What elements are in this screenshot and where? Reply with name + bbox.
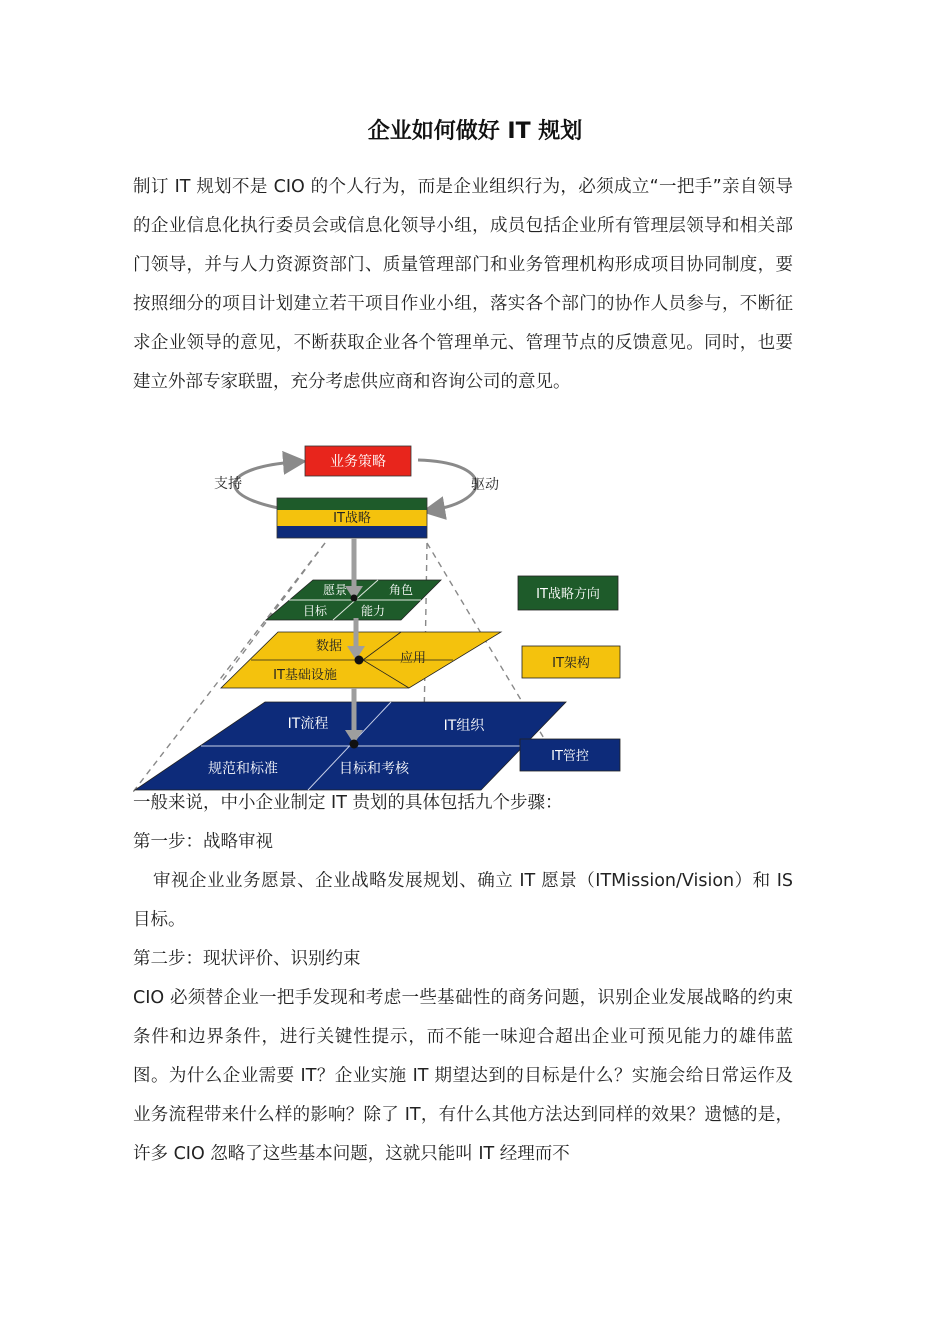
it-process-label: IT流程 (287, 716, 329, 732)
vision-label: 愿景 (322, 583, 348, 597)
capability-label: 能力 (360, 604, 386, 618)
step1-title: 第一步：战略审视 (133, 832, 273, 852)
it-planning-diagram (133, 440, 633, 795)
step1-body: 审视企业业务愿景、企业战略发展规划、确立 IT 愿景（ITMission/Vision）和 IS 目标。 (133, 871, 793, 930)
data-label: 数据 (315, 639, 343, 654)
intro-paragraph: 制订 IT 规划不是 CIO 的个人行为，而是企业组织行为，必须成立“一把手”亲自领导的企业信息化执行委员会或信息化领导小组，成员包括企业所有管理层领导和相关部门领导，并与人力资源资部门、质量管理部门和业务管理机构形成项目协同制度，要按照细分的项目计划建立若干项目作业小组，落实各个部门的协作人员参与，不断征求企业领导的意见，不断获取企业各个管理单元、管理节点的反馈意见。同时，也要建立外部专家联盟，充分考虑供应商和咨询公司的意见。 (133, 177, 793, 392)
role-label: 角色 (388, 583, 414, 597)
page-title: 企业如何做好 IT 规划 (367, 119, 583, 144)
goal-label: 目标 (302, 604, 328, 618)
legend-governance-label: IT管控 (551, 749, 589, 764)
drive-label: 驱动 (471, 477, 499, 493)
steps-intro: 一般来说，中小企业制定 IT 贵划的具体包括九个步骤： (133, 793, 563, 813)
standards-label: 规范和标准 (208, 761, 278, 777)
step2-title: 第二步：现状评价、识别约束 (133, 949, 361, 969)
business-strategy-label: 业务策略 (330, 454, 386, 470)
targets-assessment-label: 目标和考核 (339, 761, 409, 777)
support-label: 支持 (214, 476, 242, 492)
legend-architecture-label: IT架构 (552, 656, 590, 671)
step2-body: CIO 必须替企业一把手发现和考虑一些基础性的商务问题，识别企业发展战略的约束条件和边界条件，进行关键性提示，而不能一味迎合超出企业可预见能力的雄伟蓝图。为什么企业需要 IT？企业实施 IT 期望达到的目标是什么？实施会给日常运作及业务流程带来什么样的影响？除了 IT，有什么其他方法达到同样的效果？遗憾的是，许多 CIO 忽略了这些基本问题，这就只能叫 IT 经理而不 (133, 988, 793, 1164)
it-strategy-label: IT战略 (333, 511, 371, 526)
legend-direction-label: IT战略方向 (536, 587, 600, 602)
infrastructure-label: IT基础设施 (273, 668, 337, 683)
it-organization-label: IT组织 (443, 718, 485, 734)
application-label: 应用 (399, 651, 427, 666)
